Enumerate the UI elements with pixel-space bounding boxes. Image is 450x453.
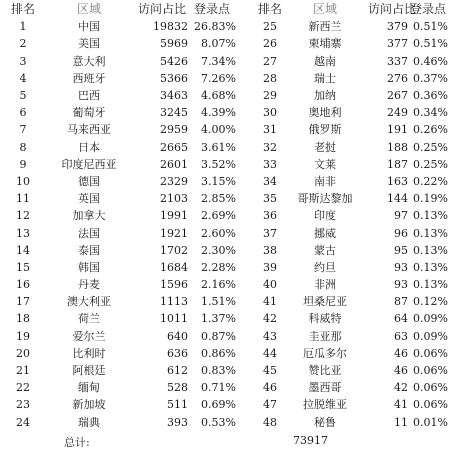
region-cell: 澳大利亚: [67, 295, 111, 309]
rank-cell: 11: [16, 192, 30, 206]
region-cell: 文莱: [314, 157, 336, 171]
table-row: [4, 328, 448, 345]
header-share-left: 访问占比: [137, 2, 186, 17]
points-cell: 0.25%: [413, 140, 448, 154]
region-cell: 缅甸: [78, 381, 100, 395]
share-cell: 640: [167, 329, 188, 343]
column-gap: [236, 310, 258, 327]
rank-cell: 5: [19, 89, 27, 103]
points-cell: 0.34%: [413, 106, 448, 120]
header-points-left: 登录点: [193, 2, 230, 17]
region-cell: 法国: [78, 226, 100, 240]
points-cell: 2.30%: [201, 243, 236, 257]
rank-cell: 47: [263, 398, 277, 412]
region-cell: 日本: [78, 140, 100, 154]
region-cell: 蒙古: [314, 243, 336, 257]
header-rank-right: 排名: [258, 2, 283, 17]
points-cell: 2.28%: [201, 260, 236, 274]
table-row: [4, 224, 448, 241]
points-cell: 0.12%: [413, 295, 448, 309]
points-cell: 2.60%: [201, 226, 236, 240]
table-row: [4, 104, 448, 121]
table-row: [4, 207, 448, 224]
rank-cell: 8: [19, 140, 27, 154]
share-cell: 379: [387, 20, 408, 34]
region-cell: 印度尼西亚: [61, 157, 117, 171]
points-cell: 1.37%: [201, 312, 236, 326]
points-cell: 0.51%: [413, 37, 448, 51]
region-cell: 加拿大: [72, 209, 106, 223]
rank-cell: 37: [263, 226, 277, 240]
table-row: [4, 139, 448, 156]
share-cell: 2601: [160, 157, 188, 171]
rank-cell: 19: [16, 329, 30, 343]
points-cell: 7.26%: [201, 71, 236, 85]
points-cell: 8.07%: [201, 37, 236, 51]
table-row: [4, 345, 448, 362]
rank-cell: 12: [16, 209, 30, 223]
column-gap: [236, 53, 258, 70]
rank-cell: 38: [263, 243, 277, 257]
points-cell: 3.52%: [201, 157, 236, 171]
share-cell: 1921: [160, 226, 188, 240]
region-cell: 越南: [314, 54, 336, 68]
rank-cell: 14: [16, 243, 30, 257]
table-row: [4, 35, 448, 52]
column-gap: [236, 70, 258, 87]
region-cell: 比利时: [72, 346, 106, 360]
rank-cell: 26: [263, 37, 277, 51]
region-cell: 赞比亚: [308, 364, 342, 378]
share-cell: 511: [167, 398, 188, 412]
region-cell: 非洲: [314, 278, 336, 292]
rank-cell: 24: [16, 415, 30, 429]
table-row: [4, 379, 448, 396]
share-cell: 3245: [160, 106, 188, 120]
region-cell: 科威特: [308, 312, 342, 326]
share-cell: 46: [394, 346, 408, 360]
column-gap: [236, 224, 258, 241]
column-gap: [236, 379, 258, 396]
share-cell: 2959: [160, 123, 188, 137]
region-cell: 墨西哥: [308, 381, 342, 395]
rank-cell: 33: [263, 157, 277, 171]
rank-cell: 3: [19, 54, 27, 68]
table-row: [4, 87, 448, 104]
column-gap: [236, 190, 258, 207]
share-cell: 87: [394, 295, 408, 309]
column-gap: [236, 328, 258, 345]
column-gap: [236, 87, 258, 104]
points-cell: 4.68%: [201, 89, 236, 103]
share-cell: 97: [394, 209, 408, 223]
table-row: [4, 173, 448, 190]
region-cell: 丹麦: [78, 278, 100, 292]
region-cell: 西班牙: [72, 71, 106, 85]
rank-cell: 41: [263, 295, 277, 309]
points-cell: 0.71%: [201, 381, 236, 395]
rank-cell: 35: [263, 192, 277, 206]
column-gap: [236, 139, 258, 156]
rank-cell: 17: [16, 295, 30, 309]
column-gap: [236, 414, 258, 431]
region-cell: 柬埔寨: [308, 37, 342, 51]
rank-cell: 36: [263, 209, 277, 223]
points-cell: 0.13%: [413, 209, 448, 223]
table-row: [4, 293, 448, 310]
header-row: [4, 1, 448, 18]
region-cell: 坦桑尼亚: [303, 295, 347, 309]
rank-cell: 4: [19, 71, 27, 85]
points-cell: 0.26%: [413, 123, 448, 137]
share-cell: 95: [394, 243, 408, 257]
points-cell: 0.22%: [413, 174, 448, 188]
rank-cell: 22: [16, 381, 30, 395]
column-gap: [236, 35, 258, 52]
rank-cell: 1: [19, 20, 27, 34]
region-cell: 泰国: [78, 243, 100, 257]
column-gap: [236, 362, 258, 379]
region-cell: 葡萄牙: [72, 106, 106, 120]
share-cell: 1991: [160, 209, 188, 223]
region-cell: 印度: [314, 209, 336, 223]
points-cell: 0.87%: [201, 329, 236, 343]
region-cell: 瑞典: [78, 415, 100, 429]
table-row: [4, 242, 448, 259]
region-cell: 中国: [78, 20, 100, 34]
points-cell: 0.69%: [201, 398, 236, 412]
region-cell: 英国: [78, 192, 100, 206]
table-row: [4, 276, 448, 293]
points-cell: 0.83%: [201, 364, 236, 378]
rank-cell: 48: [263, 415, 277, 429]
rank-cell: 45: [263, 364, 277, 378]
column-gap: [236, 207, 258, 224]
points-cell: 0.51%: [413, 20, 448, 34]
share-cell: 377: [387, 37, 408, 51]
region-cell: 拉脱维亚: [303, 398, 347, 412]
share-cell: 19832: [153, 20, 188, 34]
region-cell: 马来西亚: [67, 123, 111, 137]
share-cell: 267: [387, 89, 408, 103]
rank-cell: 29: [263, 89, 277, 103]
rank-cell: 2: [19, 37, 27, 51]
column-gap: [236, 121, 258, 138]
points-cell: 0.09%: [413, 312, 448, 326]
region-cell: 俄罗斯: [308, 123, 342, 137]
share-cell: 96: [394, 226, 408, 240]
share-cell: 64: [394, 312, 408, 326]
share-cell: 5969: [160, 37, 188, 51]
rank-cell: 40: [263, 278, 277, 292]
rank-cell: 32: [263, 140, 277, 154]
points-cell: 0.46%: [413, 54, 448, 68]
share-cell: 5426: [160, 54, 188, 68]
rank-cell: 16: [16, 278, 30, 292]
header-share-right: 访问占比: [368, 2, 417, 17]
column-gap: [236, 1, 258, 18]
column-gap: [236, 173, 258, 190]
region-cell: 圭亚那: [308, 329, 342, 343]
rank-cell: 34: [263, 174, 277, 188]
rank-cell: 43: [263, 329, 277, 343]
region-cell: 秘鲁: [314, 415, 336, 429]
points-cell: 0.06%: [413, 346, 448, 360]
region-cell: 厄瓜多尔: [303, 346, 347, 360]
points-cell: 0.13%: [413, 278, 448, 292]
share-cell: 188: [387, 140, 408, 154]
points-cell: 0.13%: [413, 226, 448, 240]
share-cell: 93: [394, 260, 408, 274]
share-cell: 5366: [160, 71, 188, 85]
points-cell: 2.85%: [201, 192, 236, 206]
table-row: [4, 362, 448, 379]
share-cell: 2329: [160, 174, 188, 188]
share-cell: 528: [167, 381, 188, 395]
rank-cell: 30: [263, 106, 277, 120]
points-cell: 2.69%: [201, 209, 236, 223]
region-cell: 荷兰: [78, 312, 100, 326]
share-cell: 93: [394, 278, 408, 292]
share-cell: 144: [387, 192, 408, 206]
rank-cell: 27: [263, 54, 277, 68]
points-cell: 0.01%: [413, 415, 448, 429]
share-cell: 3463: [160, 89, 188, 103]
points-cell: 0.36%: [413, 89, 448, 103]
table-row: [4, 156, 448, 173]
share-cell: 1011: [160, 312, 188, 326]
table-row: [4, 259, 448, 276]
region-cell: 爱尔兰: [72, 329, 106, 343]
rank-cell: 20: [16, 346, 30, 360]
share-cell: 2103: [160, 192, 188, 206]
points-cell: 0.53%: [201, 415, 236, 429]
header-points-right: 登录点: [409, 2, 446, 17]
points-cell: 4.39%: [201, 106, 236, 120]
points-cell: 0.37%: [413, 71, 448, 85]
share-cell: 636: [167, 346, 188, 360]
table-row: [4, 121, 448, 138]
share-cell: 249: [387, 106, 408, 120]
share-cell: 2665: [160, 140, 188, 154]
region-cell: 阿根廷: [72, 364, 106, 378]
region-cell: 巴西: [78, 89, 100, 103]
column-gap: [236, 259, 258, 276]
share-cell: 163: [387, 174, 408, 188]
rank-cell: 39: [263, 260, 277, 274]
rank-cell: 21: [16, 364, 30, 378]
rank-cell: 44: [263, 346, 277, 360]
rank-cell: 25: [263, 20, 277, 34]
total-row: [0, 434, 450, 452]
region-cell: 瑞士: [314, 71, 336, 85]
table-row: [4, 70, 448, 87]
points-cell: 0.25%: [413, 157, 448, 171]
share-cell: 1113: [160, 295, 188, 309]
rank-cell: 6: [19, 106, 27, 120]
region-cell: 新加坡: [72, 398, 106, 412]
share-cell: 41: [394, 398, 408, 412]
table-body: [4, 18, 448, 431]
region-cell: 意大利: [72, 54, 106, 68]
column-gap: [236, 396, 258, 413]
column-gap: [236, 18, 258, 35]
points-cell: 2.16%: [201, 278, 236, 292]
points-cell: 0.13%: [413, 243, 448, 257]
column-gap: [236, 293, 258, 310]
share-cell: 1702: [160, 243, 188, 257]
header-region-right: 区域: [312, 2, 337, 17]
points-cell: 0.19%: [413, 192, 448, 206]
table-row: [4, 310, 448, 327]
points-cell: 7.34%: [201, 54, 236, 68]
share-cell: 46: [394, 364, 408, 378]
table-row: [4, 190, 448, 207]
points-cell: 0.06%: [413, 364, 448, 378]
column-gap: [236, 242, 258, 259]
rank-cell: 9: [19, 157, 27, 171]
header-region-left: 区域: [76, 2, 101, 17]
points-cell: 3.61%: [201, 140, 236, 154]
rank-cell: 13: [16, 226, 30, 240]
table-row: [4, 18, 448, 35]
column-gap: [236, 345, 258, 362]
share-cell: 337: [387, 54, 408, 68]
rank-cell: 23: [16, 398, 30, 412]
region-cell: 奥地利: [308, 106, 342, 120]
share-cell: 393: [167, 415, 188, 429]
share-cell: 1684: [160, 260, 188, 274]
points-cell: 4.00%: [201, 123, 236, 137]
share-cell: 11: [394, 415, 408, 429]
column-gap: [236, 276, 258, 293]
region-cell: 南非: [314, 174, 336, 188]
points-cell: 0.06%: [413, 381, 448, 395]
total-label: 总计:: [64, 436, 90, 449]
share-cell: 191: [387, 123, 408, 137]
share-cell: 42: [394, 381, 408, 395]
points-cell: 1.51%: [201, 295, 236, 309]
rank-cell: 7: [19, 123, 27, 137]
points-cell: 3.15%: [201, 174, 236, 188]
region-cell: 韩国: [78, 260, 100, 274]
points-cell: 0.06%: [413, 398, 448, 412]
region-cell: 加纳: [314, 89, 336, 103]
region-cell: 美国: [78, 37, 100, 51]
rank-cell: 28: [263, 71, 277, 85]
points-cell: 0.13%: [413, 260, 448, 274]
table-row: [4, 414, 448, 431]
points-cell: 0.09%: [413, 329, 448, 343]
share-cell: 63: [394, 329, 408, 343]
points-cell: 0.86%: [201, 346, 236, 360]
region-cell: 挪威: [314, 226, 336, 240]
header-rank-left: 排名: [10, 2, 35, 17]
rank-cell: 10: [16, 174, 30, 188]
table-row: [4, 53, 448, 70]
column-gap: [236, 104, 258, 121]
region-cell: 新西兰: [308, 20, 342, 34]
table-row: [4, 396, 448, 413]
points-cell: 26.83%: [194, 20, 236, 34]
share-cell: 187: [387, 157, 408, 171]
column-gap: [236, 156, 258, 173]
rank-cell: 46: [263, 381, 277, 395]
region-cell: 约旦: [314, 260, 336, 274]
region-cell: 德国: [78, 174, 100, 188]
share-cell: 276: [387, 71, 408, 85]
share-cell: 612: [167, 364, 188, 378]
rank-cell: 15: [16, 260, 30, 274]
share-cell: 1596: [160, 278, 188, 292]
total-value: 73917: [293, 434, 328, 447]
region-visit-table: [4, 1, 448, 431]
rank-cell: 18: [16, 312, 30, 326]
rank-cell: 31: [263, 123, 277, 137]
region-cell: 哥斯达黎加: [297, 192, 353, 206]
rank-cell: 42: [263, 312, 277, 326]
region-cell: 老挝: [314, 140, 336, 154]
